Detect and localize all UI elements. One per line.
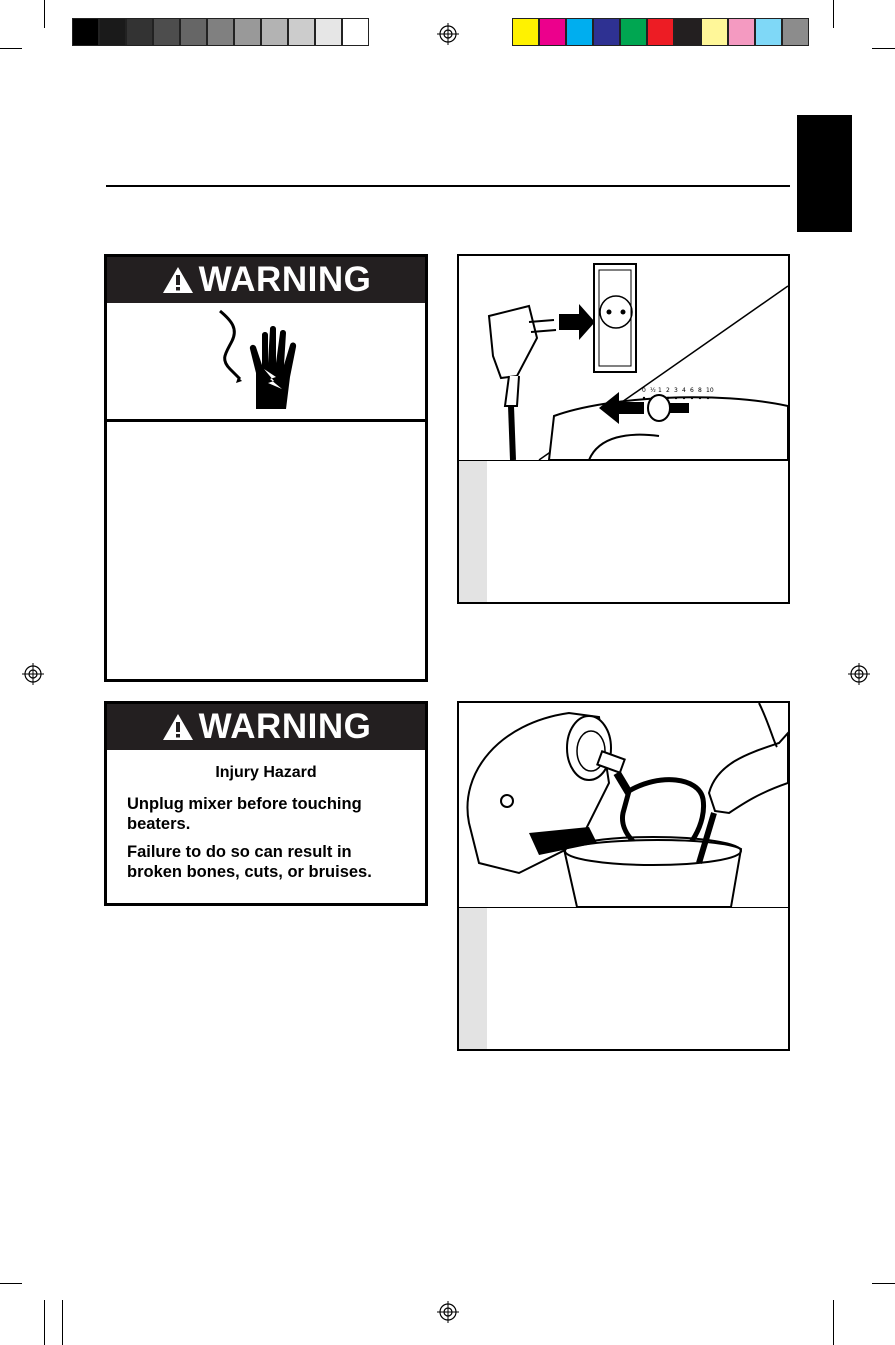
color-swatch bbox=[512, 18, 539, 46]
warning-header bbox=[107, 257, 425, 303]
color-swatch bbox=[126, 18, 153, 46]
color-swatch bbox=[728, 18, 755, 46]
color-swatch bbox=[647, 18, 674, 46]
speed-tick bbox=[699, 397, 701, 399]
speed-label: 2 bbox=[666, 387, 670, 394]
crop-mark bbox=[872, 1283, 895, 1284]
warning-instruction: Unplug mixer before touching beaters. bbox=[127, 795, 362, 833]
speed-label: 3 bbox=[674, 387, 678, 394]
electrical-warning-box bbox=[104, 254, 428, 682]
electrical-shock-hand-icon bbox=[202, 307, 322, 413]
figure-side-bar bbox=[459, 908, 487, 1049]
registration-mark-icon bbox=[437, 1301, 459, 1323]
color-swatch bbox=[72, 18, 99, 46]
speed-tick bbox=[643, 397, 645, 399]
speed-label: 10 bbox=[706, 387, 714, 394]
speed-tick bbox=[691, 397, 693, 399]
speed-tick bbox=[675, 397, 677, 399]
color-swatch bbox=[701, 18, 728, 46]
crop-mark bbox=[0, 48, 22, 49]
registration-mark-icon bbox=[437, 23, 459, 45]
process-color-bar bbox=[512, 18, 809, 48]
language-tab bbox=[797, 115, 852, 232]
mixer-bowl-illustration bbox=[459, 703, 788, 908]
speed-label: 0 bbox=[642, 387, 646, 394]
crop-mark bbox=[833, 1300, 834, 1345]
warning-triangle-icon bbox=[161, 712, 195, 742]
speed-label: 6 bbox=[690, 387, 694, 394]
color-swatch bbox=[674, 18, 701, 46]
injury-warning-box bbox=[104, 701, 428, 906]
crop-mark bbox=[62, 1300, 63, 1345]
speed-tick bbox=[683, 397, 685, 399]
registration-mark-icon bbox=[22, 663, 44, 685]
crop-mark bbox=[44, 1300, 45, 1345]
crop-mark bbox=[44, 0, 45, 28]
color-swatch bbox=[566, 18, 593, 46]
grayscale-color-bar bbox=[72, 18, 369, 48]
crop-mark bbox=[872, 48, 895, 49]
warning-triangle-icon bbox=[161, 265, 195, 295]
registration-mark-icon bbox=[848, 663, 870, 685]
header-rule bbox=[106, 185, 790, 187]
color-swatch bbox=[539, 18, 566, 46]
color-swatch bbox=[755, 18, 782, 46]
crop-mark bbox=[0, 1283, 22, 1284]
hazard-title: Injury Hazard bbox=[215, 764, 317, 781]
unplug-illustration bbox=[459, 256, 788, 461]
color-swatch bbox=[153, 18, 180, 46]
speed-tick bbox=[707, 397, 709, 399]
warning-heading: WARNING bbox=[198, 260, 372, 299]
shock-icon-area bbox=[107, 303, 425, 422]
color-swatch bbox=[234, 18, 261, 46]
speed-label: 4 bbox=[682, 387, 686, 394]
color-swatch bbox=[620, 18, 647, 46]
color-swatch bbox=[261, 18, 288, 46]
warning-header bbox=[107, 704, 425, 750]
color-swatch bbox=[315, 18, 342, 46]
warning-heading: WARNING bbox=[198, 707, 372, 746]
color-swatch bbox=[782, 18, 809, 46]
color-swatch bbox=[207, 18, 234, 46]
figure-unplug-mixer bbox=[457, 254, 790, 604]
speed-label: 1 bbox=[658, 387, 662, 394]
crop-mark bbox=[833, 0, 834, 28]
speed-label: 8 bbox=[698, 387, 702, 394]
color-swatch bbox=[593, 18, 620, 46]
warning-consequence: Failure to do so can result in broken bones, cuts, or bruises. bbox=[127, 843, 372, 881]
color-swatch bbox=[342, 18, 369, 46]
color-swatch bbox=[288, 18, 315, 46]
figure-side-bar bbox=[459, 461, 487, 602]
color-swatch bbox=[180, 18, 207, 46]
figure-mixer-bowl bbox=[457, 701, 790, 1051]
color-swatch bbox=[99, 18, 126, 46]
speed-label: ½ bbox=[650, 387, 656, 394]
